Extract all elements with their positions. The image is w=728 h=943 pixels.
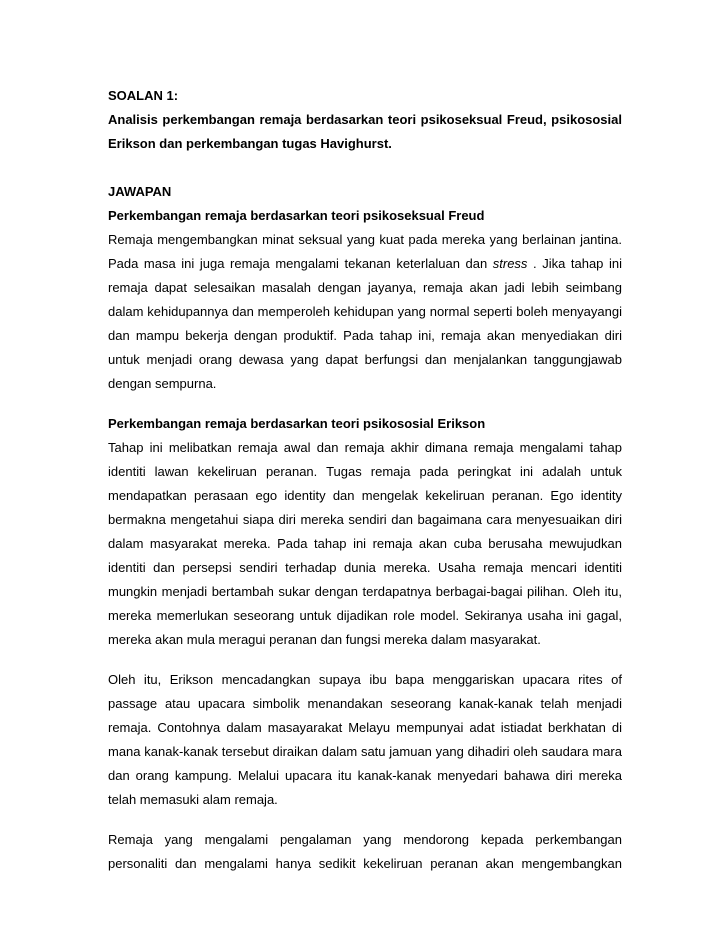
paragraph-erikson-2: Oleh itu, Erikson mencadangkan supaya ibu bapa menggariskan upacara rites of passage atau upacara simbolik menandakan seseorang kanak-kanak telah menjadi remaja. Contohnya dalam masayarakat Melayu mempunyai adat istiadat berkhatan di mana kanak-kanak tersebut diraikan dalam satu jamuan yang dihadiri oleh saudara mara dan orang kampung. Melalui upacara itu kanak-kanak menyedari bahawa diri mereka telah memasuki alam remaja.	[108, 672, 622, 807]
paragraph-erikson-1: Tahap ini melibatkan remaja awal dan remaja akhir dimana remaja mengalami tahap identiti lawan kekeliruan peranan. Tugas remaja pada peringkat ini adalah untuk mendapatkan perasaan ego identity dan mengelak kekeliruan peranan. Ego identity bermakna mengetahui siapa diri mereka sendiri dan bagaimana cara menyesuaikan diri dalam masyarakat mereka. Pada tahap ini remaja akan cuba berusaha mewujudkan identiti dan persepsi sendiri terhadap dunia mereka. Usaha remaja mencari identiti mungkin menjadi bertambah sukar dengan terdapatnya berbagai-bagai pilihan. Oleh itu, mereka memerlukan seseorang untuk dijadikan role model. Sekiranya usaha ini gagal, mereka akan mula meragui peranan dan fungsi mereka dalam masyarakat.	[108, 440, 622, 647]
paragraph-erikson-3: Remaja yang mengalami pengalaman yang mendorong kepada perkembangan personaliti dan mengalami hanya sedikit kekeliruan peranan akan mengembangkan	[108, 832, 622, 871]
question-text: Analisis perkembangan remaja berdasarkan teori psikoseksual Freud, psikososial Erikson dan perkembangan tugas Havighurst.	[108, 112, 622, 151]
paragraph-text: . Jika tahap ini remaja dapat selesaikan masalah dengan jayanya, remaja akan jadi lebih seimbang dalam kehidupannya dan memperoleh kehidupan yang normal seperti boleh menyayangi dan mampu bekerja dengan produktif. Pada tahap ini, remaja akan menyediakan diri untuk menjadi orang dewasa yang dapat berfungsi dan menjalankan tanggungjawab dengan sempurna.	[108, 256, 622, 391]
spacer	[108, 396, 622, 412]
section-heading-erikson: Perkembangan remaja berdasarkan teori psikososial Erikson	[108, 416, 486, 431]
paragraph-text: Remaja mengembangkan minat seksual yang kuat pada mereka yang berlainan jantina. Pada masa ini juga remaja mengalami tekanan keterlaluan dan	[108, 232, 622, 271]
answer-label: JAWAPAN	[108, 184, 172, 199]
question-label: SOALAN 1:	[108, 88, 179, 103]
spacer	[108, 652, 622, 668]
spacer	[108, 156, 622, 180]
paragraph-freud	[108, 228, 622, 396]
section-heading-freud: Perkembangan remaja berdasarkan teori psikoseksual Freud	[108, 208, 485, 223]
stress-term: stress	[492, 256, 528, 271]
spacer	[108, 812, 622, 828]
document-page	[108, 84, 622, 876]
